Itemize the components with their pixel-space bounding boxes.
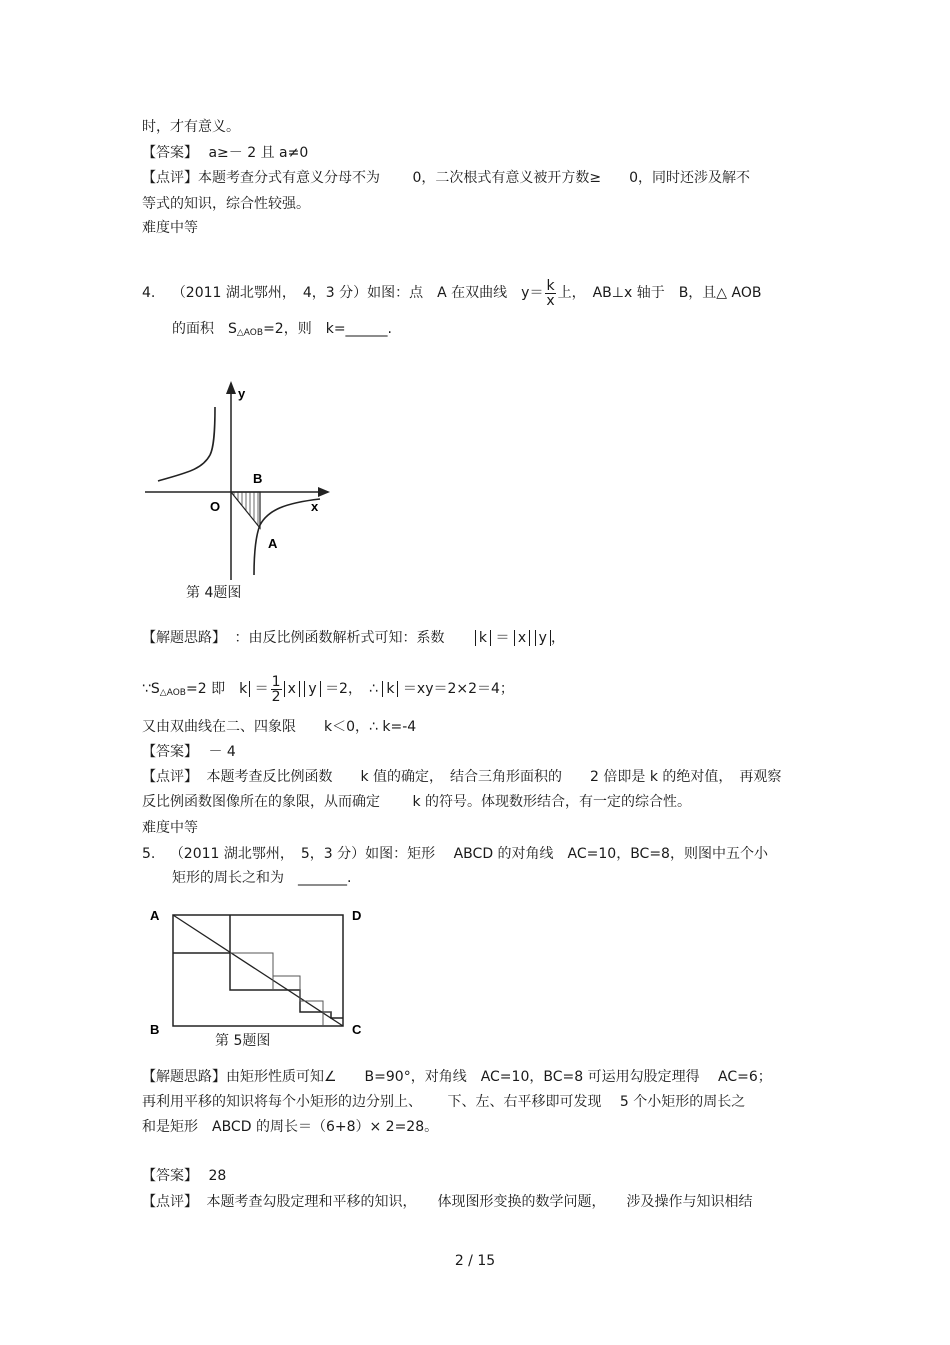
answer-text: 28 [208,1168,227,1184]
q3-comment-line1 [142,169,750,187]
q5-solution-line2: 再利用平移的知识将每个小矩形的边分别上、 下、左、右平移即可发现 5 个小矩形的周长之 [142,1094,746,1110]
q5-comment-line1 [142,1193,752,1211]
abs-x: x [514,630,530,646]
abs-k: k [475,630,491,646]
question-number: 4. [142,285,156,301]
y-axis-arrow [226,381,236,394]
q5-solution-line3: 和是矩形 ABCD 的周长＝（6+8）× 2=28。 [142,1119,439,1135]
comment-text: 本题考查勾股定理和平移的知识， 体现图形变换的数学问题， 涉及操作与知识相结 [206,1194,753,1210]
comment-label: 【点评】 [142,769,198,785]
frac-den: x [546,292,555,309]
page-number: 2 / 15 [454,1253,496,1269]
label-d: D [352,908,362,923]
label-x: x [311,499,319,514]
q4-solution-line1 [142,629,565,647]
subscript-aob: △AOB [236,328,264,338]
label-b: B [150,1022,160,1037]
q4-comment-line1 [142,768,781,786]
q3-answer [142,144,308,162]
answer-label: 【答案】 [142,1168,198,1184]
q4-comment-line2: 反比例函数图像所在的象限，从而确定 k 的符号。体现数形结合，有一定的综合性。 [142,794,692,810]
answer-text: － 4 [208,744,236,760]
fraction-k-over-x [545,279,555,308]
question-number: 5. [142,846,156,862]
q4-difficulty: 难度中等 [142,820,198,836]
comment-text: 本题考查反比例函数 k 值的确定， 结合三角形面积的 2 倍即是 k 的绝对值， 再观察 [206,769,782,785]
q4-solution-line2 [142,672,514,710]
comment-label: 【点评】 [142,170,198,186]
hyperbola-branch-upper-left [158,407,215,481]
q4-stem-a: （2011 湖北鄂州， 4，3 分）如图：点 A 在双曲线 y＝ [171,285,544,301]
q4-stem-b: 上， AB⊥x 轴于 B，且△ AOB [557,285,762,301]
solution-text: =2 即 k [185,681,248,697]
q3-line1: 时，才有意义。 [142,119,240,135]
abs-y: y [304,681,320,697]
frac-num: 1 [271,673,281,690]
answer-text: a≥－ 2 且 a≠0 [208,145,309,161]
abs-k: k [382,681,398,697]
q3-comment-line2: 等式的知识，综合性较强。 [142,196,310,212]
comment-label: 【点评】 [142,1194,198,1210]
x-axis-arrow [318,487,330,497]
equals: ＝ [495,630,510,646]
answer-label: 【答案】 [142,145,198,161]
q5-stem-line1 [142,845,768,863]
q4-stem-line1 [142,276,761,310]
q3-difficulty: 难度中等 [142,220,198,236]
frac-num: k [546,277,555,294]
solution-text: ＝2， ∴ [325,681,378,697]
solution-label: 【解题思路】 [142,630,226,646]
figure-4-hyperbola [140,375,340,585]
label-y: y [238,386,246,401]
answer-label: 【答案】 [142,744,198,760]
label-o: O [210,499,221,514]
solution-text: ：由反比例函数解析式可知：系数 [234,630,445,646]
label-c: C [352,1022,362,1037]
solution-text: 由矩形性质可知∠ B=90°，对角线 AC=10，BC=8 可运用勾股定理得 AC=6； [226,1069,772,1085]
q4-solution-line3: 又由双曲线在二、四象限 k＜0，∴ k=-4 [142,719,417,735]
label-a: A [268,536,278,551]
comma: ， [550,630,565,646]
frac-den: 2 [271,688,281,705]
q5-stem-line2: 矩形的周长之和为 _______. [172,870,352,886]
diagonal-ac [173,915,343,1026]
abs-y: y [535,630,551,646]
figure-5-rectangle [145,903,370,1038]
label-b: B [253,471,263,486]
triangle-aob [231,492,260,528]
abs-bar [247,681,250,697]
q5-answer [142,1167,226,1185]
stem-text: 的面积 S [172,321,237,337]
q4-stem-line2 [172,320,392,342]
stem-text-end: =2，则 k=______. [263,321,393,337]
because-s: ∵S [142,681,160,697]
solution-text: ＝xy＝2×2＝4； [402,681,514,697]
label-a: A [150,908,160,923]
q5-solution-line1 [142,1068,772,1086]
q4-answer [142,743,236,761]
solution-label: 【解题思路】 [142,1069,226,1085]
q5-stem-text: （2011 湖北鄂州， 5，3 分）如图：矩形 ABCD 的对角线 AC=10，BC=8，则图中五个小 [169,846,768,862]
abs-x: x [284,681,300,697]
subscript-aob: △AOB [159,688,186,698]
comment-text: 本题考查分式有意义分母不为 0，二次根式有意义被开方数≥ 0，同时还涉及解不 [198,170,750,186]
figure-4-caption: 第 4题图 [186,585,242,601]
figure-5-caption: 第 5题图 [215,1033,271,1049]
fraction-one-half [271,675,282,704]
equals: ＝ [254,681,269,697]
